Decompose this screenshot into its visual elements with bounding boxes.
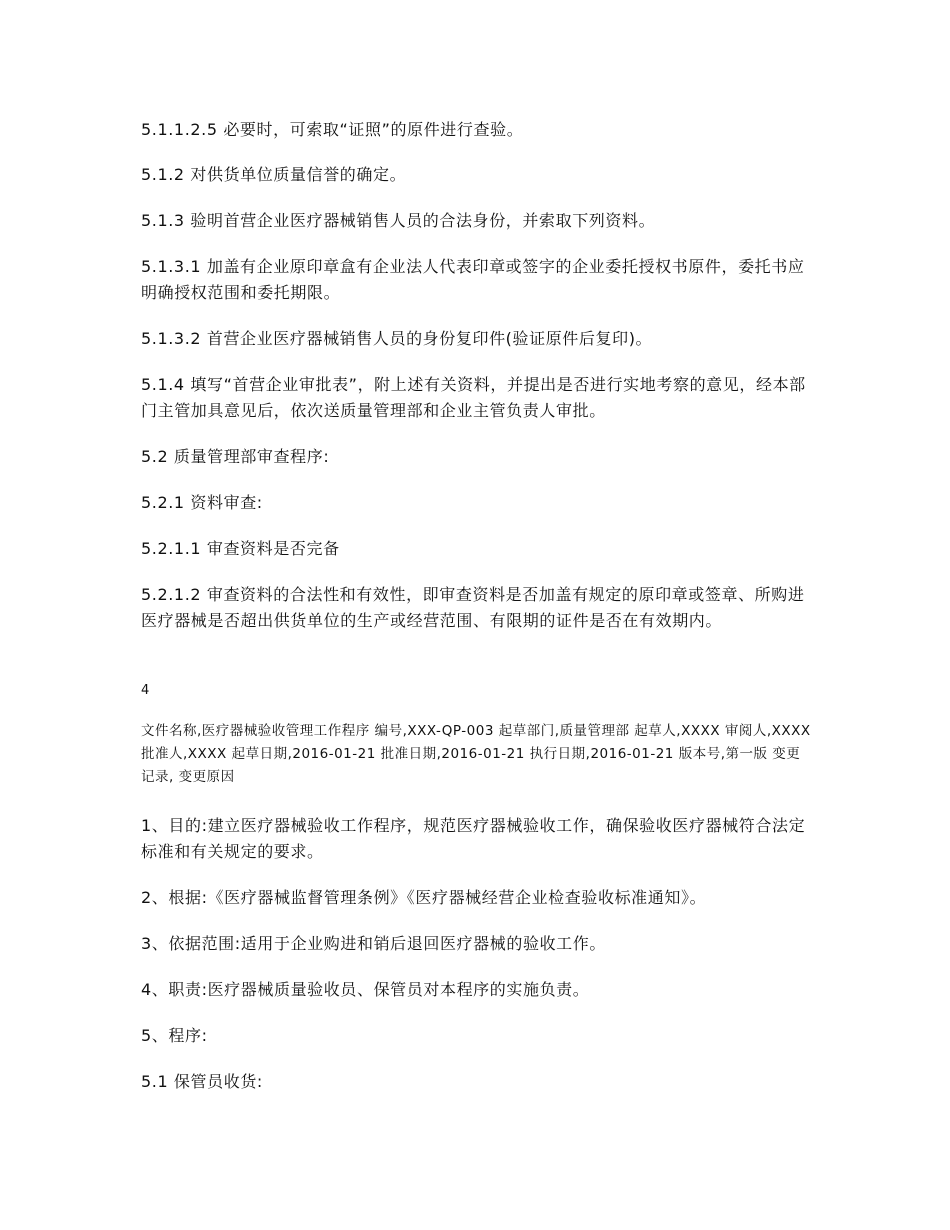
paragraph-5-2-1-2: 5.2.1.2 审查资料的合法性和有效性，即审查资料是否加盖有规定的原印章或签章、所购进医疗器械是否超出供货单位的生产或经营范围、有限期的证件是否在有效期内。 [141,585,805,630]
paragraph-5-1-1-2-5: 5.1.1.2.5 必要时，可索取“证照”的原件进行查验。 [141,120,524,139]
paragraph-procedure: 5、程序: [141,1026,208,1045]
paragraph-duties: 4、职责:医疗器械质量验收员、保管员对本程序的实施负责。 [141,980,590,999]
paragraph-5-1: 5.1 保管员收货: [141,1072,263,1091]
paragraph-5-1-3-2: 5.1.3.2 首营企业医疗器械销售人员的身份复印件(验证原件后复印)。 [141,329,653,348]
paragraph-5-1-4: 5.1.4 填写“首营企业审批表”，附上述有关资料，并提出是否进行实地考察的意见，经本部门主管加具意见后，依次送质量管理部和企业主管负责人审批。 [141,375,806,420]
paragraph-5-2-1: 5.2.1 资料审查: [141,493,263,512]
document-page [141,0,813,1230]
document-meta-line: 文件名称,医疗器械验收管理工作程序 编号,XXX-QP-003 起草部门,质量管理部 起草人,XXXX 审阅人,XXXX 批准人,XXXX 起草日期,2016-01-21 批准日期,2016-01-21 执行日期,2016-01-21 版本号,第一版 变更记录, 变更原因 [141,723,811,785]
paragraph-5-1-2: 5.1.2 对供货单位质量信誉的确定。 [141,165,407,184]
paragraph-5-2-1-1: 5.2.1.1 审查资料是否完备 [141,539,340,558]
paragraph-5-1-3: 5.1.3 验明首营企业医疗器械销售人员的合法身份，并索取下列资料。 [141,211,656,230]
paragraph-5-2: 5.2 质量管理部审查程序: [141,447,330,466]
paragraph-purpose: 1、目的:建立医疗器械验收工作程序，规范医疗器械验收工作，确保验收医疗器械符合法定标准和有关规定的要求。 [141,816,806,861]
paragraph-basis: 2、根据:《医疗器械监督管理条例》《医疗器械经营企业检查验收标准通知》。 [141,888,707,907]
page-number: 4 [141,683,150,698]
paragraph-5-1-3-1: 5.1.3.1 加盖有企业原印章盒有企业法人代表印章或签字的企业委托授权书原件，委托书应明确授权范围和委托期限。 [141,257,805,302]
paragraph-scope: 3、依据范围:适用于企业购进和销后退回医疗器械的验收工作。 [141,934,606,953]
